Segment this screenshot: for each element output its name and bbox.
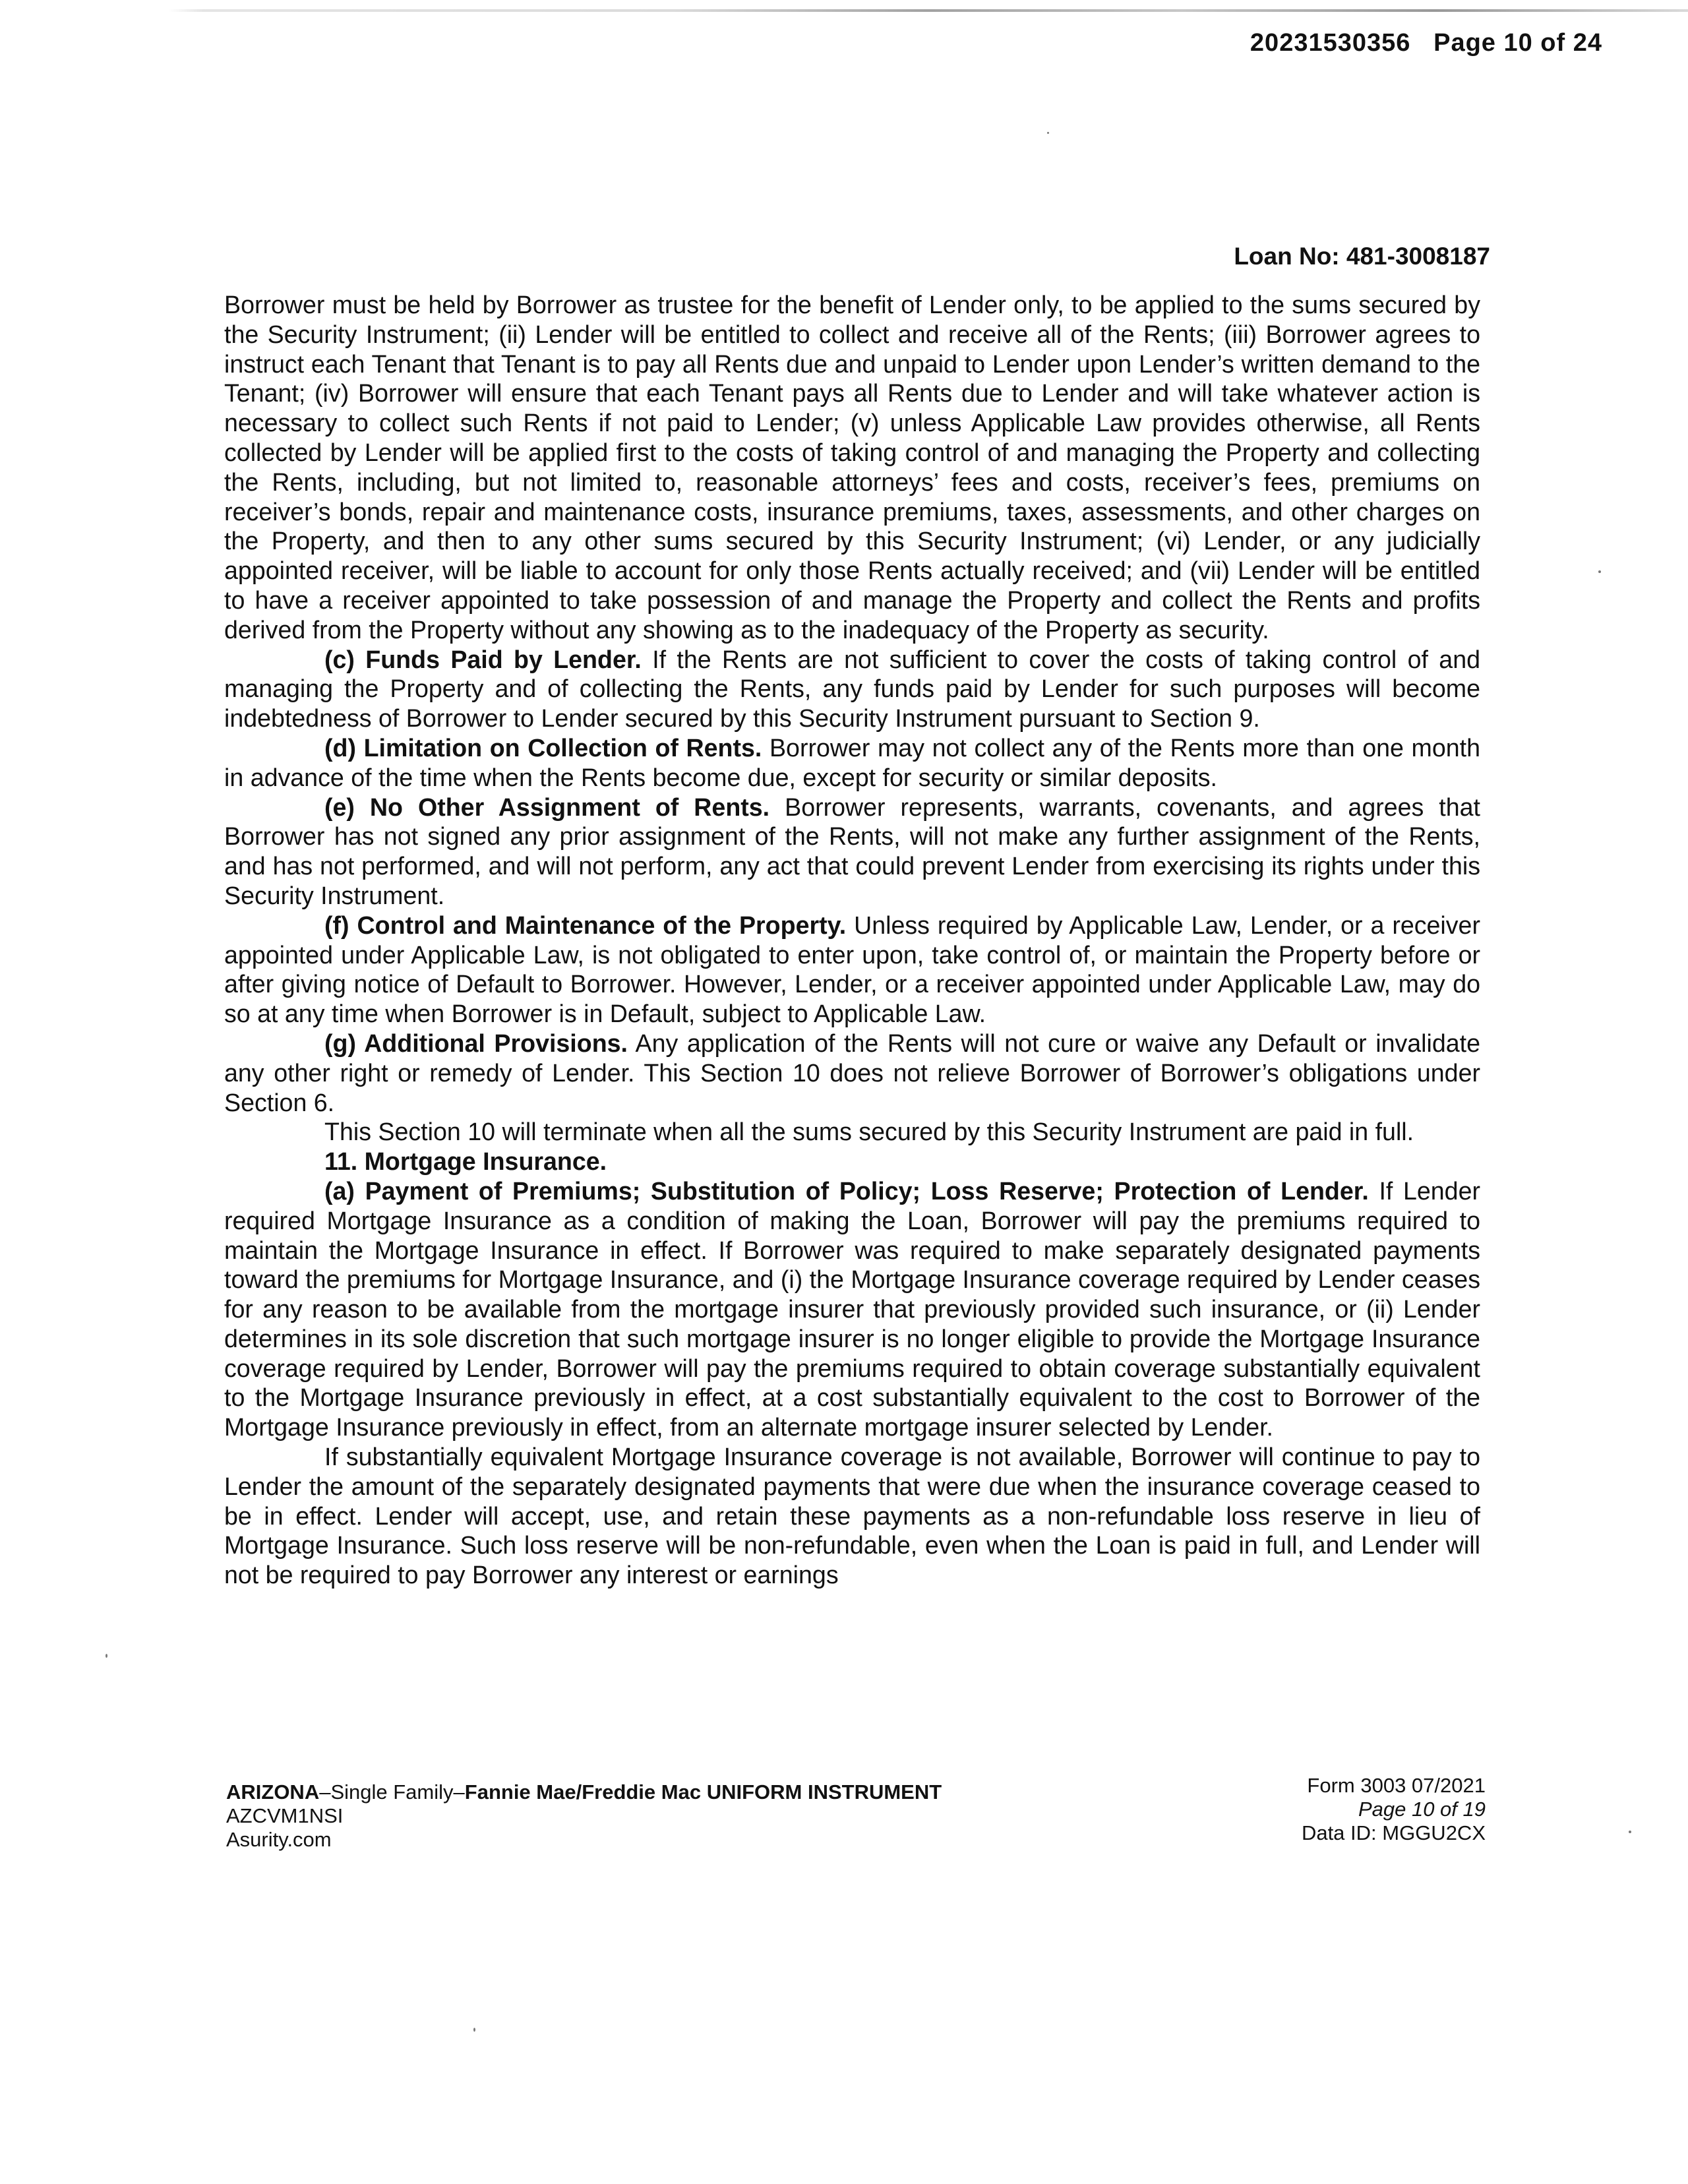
text-f: Unless required by Applicable Law, Lender, or a receiver appointed under Applicable Law, is not obligated to enter upon, take control of, or maintain the Property before or after giving notice of Default to Borrower. However, Lender, or a receiver appointed under Applicable Law, may do so at any time when Borrower is in Default, subject to Applicable Law.	[224, 911, 1480, 1028]
heading-g: (g) Additional Provisions.	[324, 1029, 628, 1057]
paragraph-e	[224, 793, 1480, 911]
footer-code: AZCVM1NSI	[226, 1804, 344, 1827]
footer-right	[1302, 1774, 1486, 1845]
page-label: Page 10 of 24	[1433, 29, 1602, 57]
document-number: 20231530356	[1250, 29, 1411, 57]
paragraph-11a	[224, 1176, 1480, 1442]
paragraph-terminate: This Section 10 will terminate when all the sums secured by this Security Instrument are paid in full.	[324, 1118, 1414, 1146]
heading-d: (d) Limitation on Collection of Rents.	[324, 733, 762, 762]
footer-left	[226, 1780, 942, 1852]
text-g: Any application of the Rents will not cure or waive any Default or invalidate any other right or remedy of Lender. This Section 10 does not relieve Borrower of Borrower’s obligations under Section 6.	[224, 1029, 1480, 1116]
scan-speck	[106, 1654, 107, 1658]
heading-11a: (a) Payment of Premiums; Substitution of Policy; Loss Reserve; Protection of Lender.	[324, 1176, 1369, 1205]
text-c: If the Rents are not sufficient to cover the costs of taking control of and managing the Property and of collecting the Rents, any funds paid by Lender for such purposes will become indebtedness of Borrower to Lender secured by this Security Instrument pursuant to Section 9.	[224, 645, 1480, 733]
scan-speck	[473, 2028, 475, 2032]
section-11-heading: 11. Mortgage Insurance.	[324, 1147, 607, 1176]
loan-number: Loan No: 481-3008187	[1234, 243, 1490, 270]
footer-form-number: Form 3003 07/2021	[1307, 1774, 1486, 1797]
text-e: Borrower represents, warrants, covenants, and agrees that Borrower has not signed any prior assignment of the Rents, will not make any further assignment of the Rents, and has not performed, and will not perform, any act that could prevent Lender from exercising its rights under this Security Instrument.	[224, 793, 1480, 909]
scan-speck	[1629, 1831, 1631, 1833]
paragraph-last: If substantially equivalent Mortgage Insurance coverage is not available, Borrower will continue to pay to Lender the amount of the separately designated payments that were due when the insurance coverage ceased to be in effect. Lender will accept, use, and retain these payments as a non-refundable loss reserve in lieu of Mortgage Insurance. Such loss reserve will be non-refundable, even when the Loan is paid in full, and Lender will not be required to pay Borrower any interest or earnings	[224, 1443, 1480, 1589]
scan-edge-line	[0, 9, 1688, 12]
footer-site: Asurity.com	[226, 1828, 332, 1851]
document-body	[224, 290, 1480, 1590]
footer-instrument-line	[226, 1780, 942, 1804]
heading-f: (f) Control and Maintenance of the Property.	[324, 911, 847, 939]
heading-e: (e) No Other Assignment of Rents.	[324, 793, 770, 821]
page-header	[1250, 29, 1602, 57]
footer-instrument: Fannie Mae/Freddie Mac UNIFORM INSTRUMENT	[464, 1780, 942, 1804]
text-d: Borrower may not collect any of the Rents more than one month in advance of the time when the Rents become due, except for security or similar deposits.	[224, 733, 1480, 791]
scan-speck	[1598, 570, 1601, 573]
scan-speck	[1047, 132, 1049, 134]
footer-form-page: Page 10 of 19	[1358, 1798, 1486, 1821]
paragraph-intro: Borrower must be held by Borrower as trustee for the benefit of Lender only, to be applied to the sums secured by the Security Instrument; (ii) Lender will be entitled to collect and receive all of the Rents; (iii) Borrower agrees to instruct each Tenant that Tenant is to pay all Rents due and unpaid to Lender upon Lender’s written demand to the Tenant; (iv) Borrower will ensure that each Tenant pays all Rents due to Lender and will take whatever action is necessary to collect such Rents if not paid to Lender; (v) unless Applicable Law provides otherwise, all Rents collected by Lender will be applied first to the costs of taking control of and managing the Property and collecting the Rents, including, but not limited to, reasonable attorneys’ fees and costs, receiver’s fees, premiums on receiver’s bonds, repair and maintenance costs, insurance premiums, taxes, assessments, and other charges on the Property, and then to any other sums secured by this Security Instrument; (vi) Lender, or any judicially appointed receiver, will be liable to account for only those Rents actually received; and (vii) Lender will be entitled to have a receiver appointed to take possession of and manage the Property and collect the Rents and profits derived from the Property without any showing as to the inadequacy of the Property as security.	[224, 291, 1480, 644]
footer-form-desc: –Single Family–	[319, 1780, 465, 1804]
paragraph-c	[224, 645, 1480, 733]
paragraph-d	[224, 733, 1480, 793]
paragraph-f	[224, 911, 1480, 1029]
footer-data-id: Data ID: MGGU2CX	[1301, 1821, 1486, 1844]
heading-c: (c) Funds Paid by Lender.	[324, 645, 642, 673]
text-11a: If Lender required Mortgage Insurance as a condition of making the Loan, Borrower will pay the premiums required to maintain the Mortgage Insurance in effect. If Borrower was required to make separately designated payments toward the premiums for Mortgage Insurance, and (i) the Mortgage Insurance coverage required by Lender ceases for any reason to be available from the mortgage insurer that previously provided such insurance, or (ii) Lender determines in its sole discretion that such mortgage insurer is no longer eligible to provide the Mortgage Insurance coverage required by Lender, Borrower will pay the premiums required to obtain coverage substantially equivalent to the Mortgage Insurance previously in effect, at a cost substantially equivalent to the cost to Borrower of the Mortgage Insurance previously in effect, from an alternate mortgage insurer selected by Lender.	[224, 1176, 1480, 1441]
paragraph-g	[224, 1029, 1480, 1117]
footer-state: ARIZONA	[226, 1780, 320, 1804]
